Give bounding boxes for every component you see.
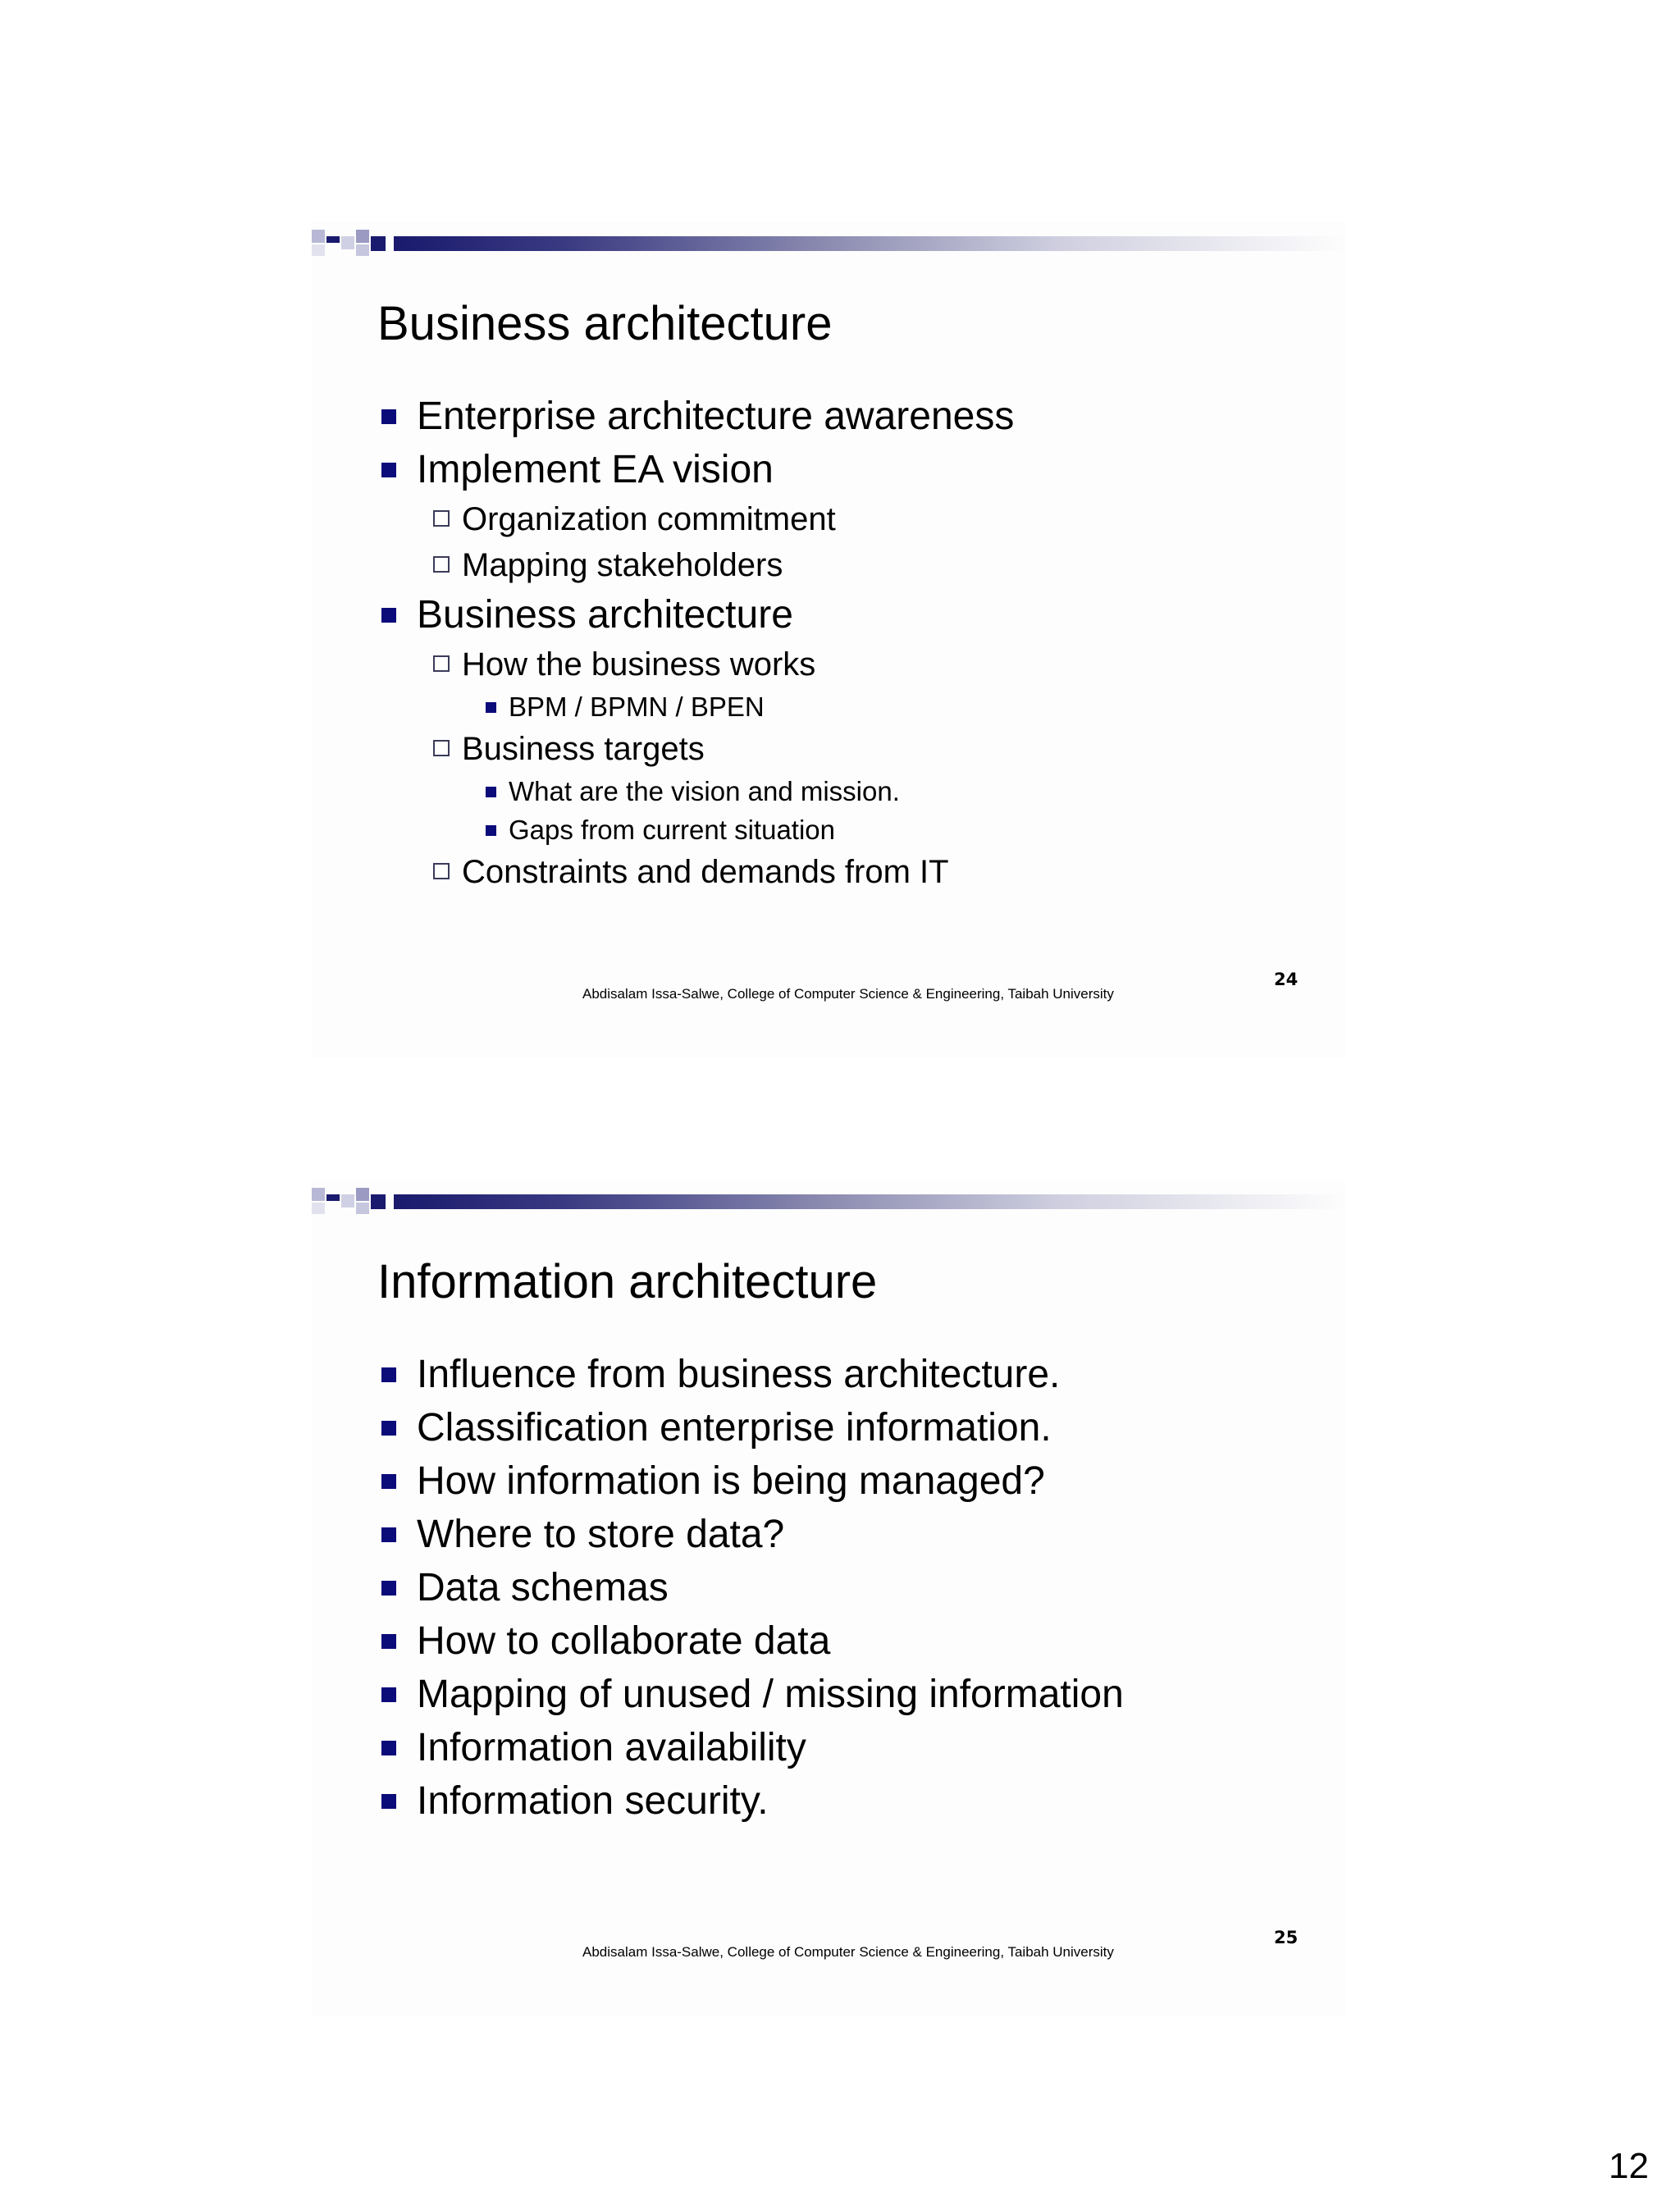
filled-square-bullet-icon	[381, 1634, 396, 1649]
bullet-item-level-3	[377, 810, 1014, 849]
filled-square-bullet-icon	[486, 787, 496, 797]
filled-square-bullet-icon	[486, 825, 496, 836]
bullet-text: BPM / BPMN / BPEN	[509, 692, 765, 722]
bullet-text: How information is being managed?	[417, 1459, 1045, 1503]
slide-footer: Abdisalam Issa-Salwe, College of Computer Science & Engineering, Taibah University	[582, 986, 1114, 1002]
bullet-text: How the business works	[462, 646, 816, 682]
bullet-text: Organization commitment	[462, 501, 836, 537]
filled-square-bullet-icon	[381, 1527, 396, 1542]
bullet-item-level-1	[377, 1454, 1124, 1508]
hollow-square-bullet-icon	[433, 556, 450, 573]
bullet-item-level-1	[377, 1348, 1124, 1401]
bullet-item-level-2	[377, 496, 1014, 542]
bullet-item-level-2	[377, 641, 1014, 687]
bullet-text: Business architecture	[417, 593, 793, 637]
filled-square-bullet-icon	[381, 1421, 396, 1436]
hollow-square-bullet-icon	[433, 863, 450, 879]
bullet-text: Information security.	[417, 1779, 769, 1823]
bullet-item-level-1	[377, 1774, 1124, 1828]
bullet-item-level-1	[377, 1561, 1124, 1614]
bullet-text: Mapping of unused / missing information	[417, 1673, 1124, 1716]
bullet-text: Information availability	[417, 1726, 806, 1769]
bullet-item-level-3	[377, 772, 1014, 810]
bullet-text: Enterprise architecture awareness	[417, 395, 1015, 438]
filled-square-bullet-icon	[381, 1367, 396, 1382]
bullet-item-level-1	[377, 1508, 1124, 1561]
bullet-text: Data schemas	[417, 1566, 669, 1609]
bullet-item-level-1	[377, 390, 1014, 443]
filled-square-bullet-icon	[486, 702, 496, 713]
filled-square-bullet-icon	[381, 1687, 396, 1702]
bullet-text: Influence from business architecture.	[417, 1353, 1061, 1396]
slide-25	[312, 1180, 1345, 2016]
bullet-text: What are the vision and mission.	[509, 776, 900, 806]
filled-square-bullet-icon	[381, 608, 396, 623]
filled-square-bullet-icon	[381, 1474, 396, 1489]
bullet-item-level-1	[377, 588, 1014, 641]
bullet-text: Gaps from current situation	[509, 815, 835, 845]
bullet-list	[377, 1348, 1124, 1828]
bullet-item-level-2	[377, 726, 1014, 772]
filled-square-bullet-icon	[381, 1794, 396, 1809]
bullet-item-level-2	[377, 849, 1014, 895]
bullet-item-level-1	[377, 1721, 1124, 1774]
bullet-item-level-2	[377, 542, 1014, 588]
bullet-text: Implement EA vision	[417, 448, 774, 491]
bullet-text: How to collaborate data	[417, 1619, 831, 1663]
slide-24	[312, 221, 1345, 1058]
filled-square-bullet-icon	[381, 409, 396, 424]
bullet-text: Classification enterprise information.	[417, 1406, 1052, 1449]
hollow-square-bullet-icon	[433, 655, 450, 672]
slide-logo-squares	[312, 230, 394, 259]
slide-header-bar	[394, 1194, 1345, 1209]
bullet-text: Constraints and demands from IT	[462, 854, 949, 890]
bullet-item-level-1	[377, 1614, 1124, 1668]
bullet-list	[377, 390, 1014, 895]
slide-logo-squares	[312, 1188, 394, 1217]
filled-square-bullet-icon	[381, 1581, 396, 1596]
filled-square-bullet-icon	[381, 1741, 396, 1755]
hollow-square-bullet-icon	[433, 510, 450, 527]
slide-title: Information architecture	[377, 1255, 878, 1308]
bullet-text: Where to store data?	[417, 1513, 785, 1556]
bullet-item-level-1	[377, 443, 1014, 496]
bullet-item-level-1	[377, 1668, 1124, 1721]
slide-page-number: 25	[1274, 1928, 1299, 1947]
slide-page-number: 24	[1274, 970, 1299, 989]
bullet-item-level-3	[377, 687, 1014, 726]
bullet-item-level-1	[377, 1401, 1124, 1454]
slide-title: Business architecture	[377, 297, 833, 350]
bullet-text: Mapping stakeholders	[462, 547, 783, 583]
slide-header-bar	[394, 236, 1345, 251]
hollow-square-bullet-icon	[433, 740, 450, 756]
bullet-text: Business targets	[462, 731, 705, 767]
filled-square-bullet-icon	[381, 463, 396, 477]
document-page-number: 12	[1609, 2146, 1649, 2186]
slide-footer: Abdisalam Issa-Salwe, College of Computer Science & Engineering, Taibah University	[582, 1944, 1114, 1960]
